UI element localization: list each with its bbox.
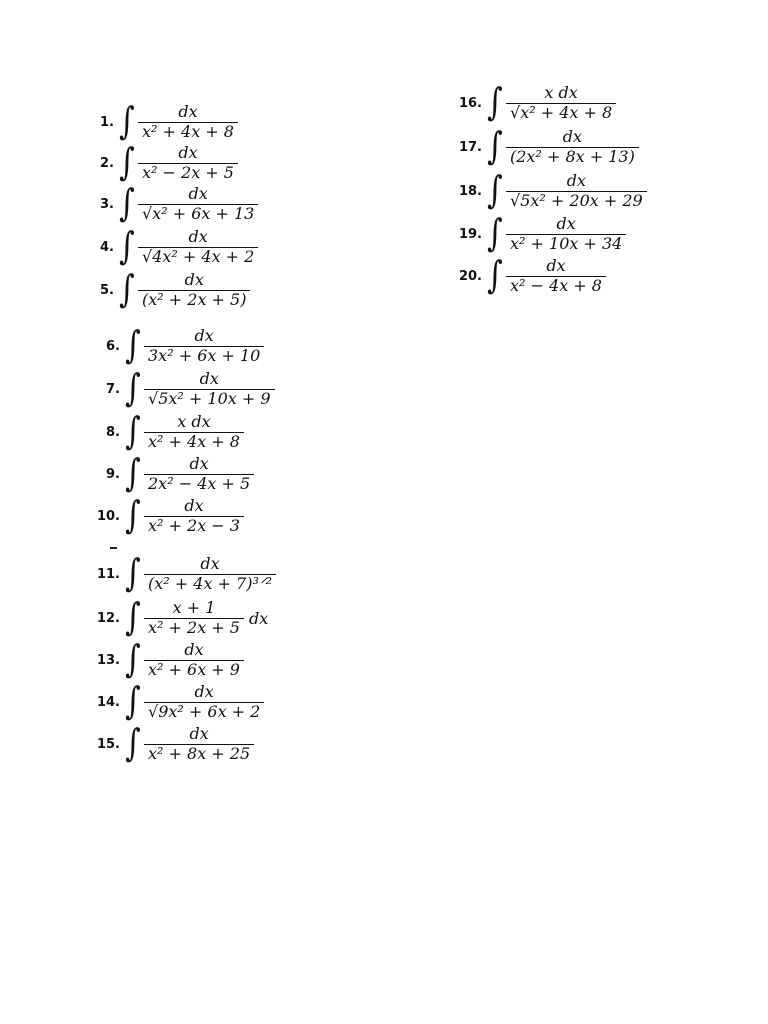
- numerator: x dx: [544, 83, 578, 103]
- problem-number: 12.: [96, 610, 120, 626]
- numerator: dx: [188, 184, 208, 204]
- fraction: [138, 103, 238, 141]
- fraction: [144, 599, 244, 637]
- numerator: dx: [194, 326, 214, 346]
- denominator: x² + 4x + 8: [138, 122, 238, 141]
- problem-5: [86, 268, 250, 312]
- denominator: x² + 6x + 9: [144, 660, 244, 679]
- problem-16: [454, 81, 616, 125]
- problem-number: 3.: [100, 196, 114, 212]
- fraction: [138, 144, 238, 182]
- denominator: x² − 2x + 5: [138, 163, 238, 182]
- numerator: dx: [556, 214, 576, 234]
- integral-sign: ∫: [487, 168, 503, 213]
- problem-number: 1.: [100, 114, 114, 130]
- fraction: [144, 413, 244, 451]
- denominator: x² − 4x + 8: [506, 276, 606, 295]
- denominator: x² + 2x − 3: [144, 516, 244, 535]
- problem-number: 13.: [96, 652, 120, 668]
- integral-sign: ∫: [487, 253, 503, 298]
- denominator: (x² + 2x + 5): [138, 290, 250, 309]
- denominator: x² + 8x + 25: [144, 744, 254, 763]
- fraction: [144, 641, 244, 679]
- problem-12: [92, 596, 268, 640]
- numerator: x dx: [177, 412, 211, 432]
- problem-3: [86, 182, 258, 226]
- divider-mark: [110, 547, 117, 549]
- integral-sign: ∫: [487, 211, 503, 256]
- denominator: (x² + 4x + 7)³ᐟ²: [144, 574, 276, 593]
- problem-number: 4.: [100, 239, 114, 255]
- denominator: x² + 10x + 34: [506, 234, 626, 253]
- fraction: [506, 128, 639, 166]
- problem-number: 9.: [106, 466, 120, 482]
- problem-20: [454, 254, 606, 298]
- numerator: dx: [184, 640, 204, 660]
- problem-number: 17.: [458, 139, 482, 155]
- numerator: dx: [200, 554, 220, 574]
- problem-13: [92, 638, 244, 682]
- fraction: [144, 555, 276, 593]
- fraction: [506, 257, 606, 295]
- integral-sign: ∫: [125, 637, 141, 682]
- numerator: dx: [189, 724, 209, 744]
- integral-sign: ∫: [487, 124, 503, 169]
- denominator: √4x² + 4x + 2: [138, 247, 258, 266]
- problem-2: [86, 141, 238, 185]
- integral-sign: ∫: [125, 493, 141, 538]
- integral-sign: ∫: [125, 451, 141, 496]
- denominator: √x² + 4x + 8: [506, 103, 616, 122]
- numerator: dx: [184, 270, 204, 290]
- problem-number: 6.: [106, 338, 120, 354]
- denominator: √5x² + 10x + 9: [144, 389, 275, 408]
- integral-sign: ∫: [125, 551, 141, 596]
- problem-14: [92, 680, 264, 724]
- fraction: [138, 228, 258, 266]
- fraction: [138, 271, 250, 309]
- denominator: 2x² − 4x + 5: [144, 474, 254, 493]
- fraction: [506, 172, 647, 210]
- problem-number: 19.: [458, 226, 482, 242]
- denominator: 3x² + 6x + 10: [144, 346, 264, 365]
- numerator: dx: [189, 454, 209, 474]
- integral-sign: ∫: [119, 224, 135, 269]
- problem-19: [454, 212, 626, 256]
- fraction: [144, 497, 244, 535]
- differential: dx: [248, 608, 269, 628]
- problem-4: [86, 225, 258, 269]
- problem-number: 7.: [106, 381, 120, 397]
- integral-sign: ∫: [125, 323, 141, 368]
- integral-sign: ∫: [119, 181, 135, 226]
- problem-number: 20.: [458, 268, 482, 284]
- integral-sign: ∫: [125, 721, 141, 766]
- fraction: [506, 84, 616, 122]
- denominator: (2x² + 8x + 13): [506, 147, 639, 166]
- fraction: [144, 725, 254, 763]
- numerator: dx: [188, 227, 208, 247]
- numerator: dx: [562, 127, 583, 147]
- problem-17: [454, 125, 639, 169]
- problem-number: 8.: [106, 424, 120, 440]
- problem-15: [92, 722, 254, 766]
- problem-11: [92, 552, 276, 596]
- denominator: x² + 4x + 8: [144, 432, 244, 451]
- integral-sign: ∫: [125, 595, 141, 640]
- integral-sign: ∫: [125, 366, 141, 411]
- denominator: x² + 2x + 5: [144, 618, 244, 637]
- numerator: dx: [178, 102, 198, 122]
- problem-18: [454, 169, 647, 213]
- problem-8: [92, 410, 244, 454]
- integral-sign: ∫: [125, 679, 141, 724]
- problem-6: [92, 324, 264, 368]
- numerator: dx: [199, 369, 219, 389]
- problem-number: 14.: [96, 694, 120, 710]
- numerator: dx: [566, 171, 586, 191]
- problem-number: 10.: [96, 508, 120, 524]
- denominator: √9x² + 6x + 2: [144, 702, 264, 721]
- denominator: √x² + 6x + 13: [138, 204, 258, 223]
- fraction: [144, 370, 275, 408]
- problem-number: 5.: [100, 282, 114, 298]
- integral-sign: ∫: [119, 267, 135, 312]
- problem-1: [86, 100, 238, 144]
- integral-sign: ∫: [125, 409, 141, 454]
- numerator: dx: [178, 143, 198, 163]
- problem-10: [92, 494, 244, 538]
- problem-number: 2.: [100, 155, 114, 171]
- fraction: [506, 215, 626, 253]
- numerator: dx: [546, 256, 566, 276]
- integral-sign: ∫: [119, 140, 135, 185]
- denominator: √5x² + 20x + 29: [506, 191, 647, 210]
- numerator: dx: [194, 682, 214, 702]
- fraction: [138, 185, 258, 223]
- integral-sign: ∫: [487, 80, 503, 125]
- problem-7: [92, 367, 275, 411]
- problem-number: 16.: [458, 95, 482, 111]
- problem-number: 18.: [458, 183, 482, 199]
- numerator: dx: [184, 496, 204, 516]
- fraction: [144, 683, 264, 721]
- problem-number: 11.: [96, 566, 120, 582]
- problem-number: 15.: [96, 736, 120, 752]
- fraction: [144, 455, 254, 493]
- fraction: [144, 327, 264, 365]
- numerator: x + 1: [172, 598, 216, 618]
- integral-sign: ∫: [119, 99, 135, 144]
- problem-9: [92, 452, 254, 496]
